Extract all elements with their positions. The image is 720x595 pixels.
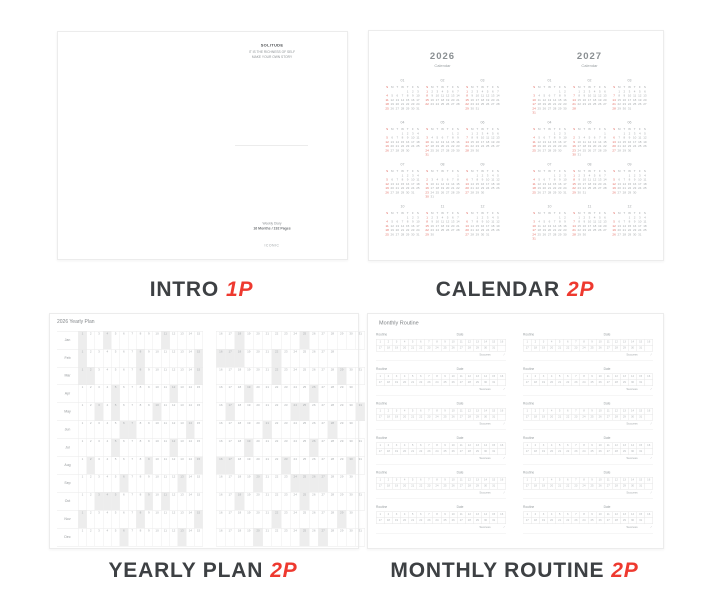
- routine-label: Routine: [523, 333, 535, 337]
- yearly-month-label: Apr: [64, 392, 71, 396]
- yearly-plan-row: 16 17 18 19 20 21 22 23 24 25 26 27 28 29 30 31: [216, 367, 365, 385]
- mini-month: [465, 205, 501, 247]
- success-label: Success: [626, 353, 638, 357]
- mini-month-days: S M T W T F S 1 2 3 4 5 6 7 8 9 10 11 12 13 14 15 16 17 18 19 20 21 22 23 24 25 26 27 28 29 30 31: [385, 212, 420, 237]
- mini-month-label: 09: [480, 163, 485, 167]
- date-label: Date: [603, 402, 611, 406]
- routine-block: [523, 402, 653, 430]
- yearly-plan-row: 16 17 18 19 20 21 22 23 24 25 26 27 28 29 30 31: [216, 528, 365, 546]
- calendar-year-2027: [516, 31, 663, 260]
- yearly-month-label: Jan: [64, 338, 71, 342]
- date-label: Date: [456, 367, 464, 371]
- mini-month-label: 10: [400, 205, 405, 209]
- intro-footer-line2: 16 Months / 192 Pages: [253, 227, 291, 231]
- routine-day-strip: 1 2 3 4 5 6 7 8 9 10 11 12 13 14 15 16 17 18 19 20 21 22 23 24 25 26 27 28 29 30 31: [376, 443, 506, 456]
- routine-block: [523, 333, 653, 361]
- routine-label: Routine: [523, 505, 535, 509]
- success-label: Success: [479, 422, 491, 426]
- routine-block: [376, 437, 506, 465]
- mini-month-days: S M T W T F S 1 2 3 4 5 6 7 8 9 10 11 12 13 14 15 16 17 18 19 20 21 22 23 24 25 26 27 28: [425, 86, 460, 106]
- success-slash: /: [650, 525, 652, 529]
- yearly-month-label: Sep: [64, 481, 71, 486]
- date-label: Date: [456, 402, 464, 406]
- yearly-month-label: Dec: [64, 535, 71, 539]
- date-label: Date: [456, 333, 464, 337]
- mini-month-label: 03: [480, 79, 485, 83]
- mini-month: [385, 205, 421, 247]
- routine-block: [376, 402, 506, 430]
- mini-month-days: S M T W T F S 1 2 3 4 5 6 7 8 9 10 11 12 13 14 15 16 17 18 19 20 21 22 23 24 25 26 27 28 29 30 31: [532, 170, 567, 195]
- mini-month-days: S M T W T F S 1 2 3 4 5 6 7 8 9 10 11 12 13 14 15 16 17 18 19 20 21 22 23 24 25 26 27 28 29 30: [612, 128, 647, 153]
- caption-monthly-routine-pages: 2P: [611, 559, 639, 582]
- mini-month-days: S M T W T F S 1 2 3 4 5 6 7 8 9 10 11 12 13 14 15 16 17 18 19 20 21 22 23 24 25 26 27 28 29 30 31: [572, 170, 607, 195]
- mini-month: [425, 79, 461, 121]
- success-label: Success: [626, 525, 638, 529]
- intro-heading-block: [208, 43, 336, 60]
- mini-month: [532, 163, 568, 205]
- mini-month-label: 07: [400, 163, 405, 167]
- mini-month-days: S M T W T F S 1 2 3 4 5 6 7 8 9 10 11 12 13 14 15 16 17 18 19 20 21 22 23 24 25 26 27 28 29 30 31: [425, 128, 460, 157]
- mini-month-days: S M T W T F S 1 2 3 4 5 6 7 8 9 10 11 12 13 14 15 16 17 18 19 20 21 22 23 24 25 26 27 28 29 30: [425, 212, 460, 237]
- calendar-year-subtitle: Calendar: [581, 63, 598, 68]
- routine-day-strip: 1 2 3 4 5 6 7 8 9 10 11 12 13 14 15 16 17 18 19 20 21 22 23 24 25 26 27 28 29 30 31: [376, 374, 506, 387]
- success-slash: /: [650, 353, 652, 357]
- yearly-plan-table-right: [216, 331, 365, 546]
- mini-month-label: 09: [627, 163, 632, 167]
- routine-block: [523, 368, 653, 396]
- mini-month: [425, 121, 461, 163]
- yearly-plan-row: 16 17 18 19 20 21 22 23 24 25 26 27 28 29 30: [216, 385, 365, 403]
- mini-month-days: S M T W T F S 1 2 3 4 5 6 7 8 9 10 11 12 13 14 15 16 17 18 19 20 21 22 23 24 25 26 27 28 29 30: [532, 128, 567, 153]
- routine-day-strip: 1 2 3 4 5 6 7 8 9 10 11 12 13 14 15 16 17 18 19 20 21 22 23 24 25 26 27 28 29 30 31: [376, 339, 506, 352]
- mini-month-label: 06: [627, 121, 632, 125]
- yearly-month-label: Feb: [64, 356, 71, 360]
- yearly-month-label: Nov: [64, 517, 71, 521]
- mini-month-label: 11: [440, 205, 445, 209]
- yearly-plan-row: 16 17 18 19 20 21 22 23 24 25 26 27 28 29 30 31: [216, 332, 365, 350]
- mini-month: [465, 121, 501, 163]
- mini-month: [572, 79, 608, 121]
- monthly-routine-page-preview: [367, 313, 664, 549]
- mini-month-label: 04: [547, 121, 552, 125]
- mini-month-label: 08: [587, 163, 592, 167]
- routine-label: Routine: [376, 402, 388, 406]
- calendar-page-preview: [368, 30, 664, 261]
- mini-month: [612, 205, 648, 247]
- success-slash: /: [650, 491, 652, 495]
- yearly-month-label: Aug: [64, 463, 71, 468]
- success-label: Success: [626, 387, 638, 391]
- calendar-month-grid: [369, 79, 516, 247]
- mini-month-label: 02: [440, 79, 445, 83]
- routine-day-strip: 1 2 3 4 5 6 7 8 9 10 11 12 13 14 15 16 17 18 19 20 21 22 23 24 25 26 27 28 29 30 31: [523, 443, 653, 456]
- mini-month-days: S M T W T F S 1 2 3 4 5 6 7 8 9 10 11 12 13 14 15 16 17 18 19 20 21 22 23 24 25 26 27 28 29 30 31: [385, 86, 420, 111]
- caption-calendar-pages: 2P: [566, 278, 595, 301]
- date-label: Date: [603, 436, 611, 440]
- mini-month: [425, 163, 461, 205]
- intro-brand-logo: ICONIC: [264, 244, 280, 248]
- success-label: Success: [626, 422, 638, 426]
- caption-intro-label: INTRO: [149, 278, 220, 301]
- mini-month-days: S M T W T F S 1 2 3 4 5 6 7 8 9 10 11 12 13 14 15 16 17 18 19 20 21 22 23 24 25 26 27 28 29 30: [612, 170, 647, 195]
- routine-label: Routine: [523, 367, 535, 371]
- calendar-year-2026: [369, 31, 516, 260]
- yearly-month-label: Mar: [64, 374, 71, 378]
- mini-month: [532, 79, 568, 121]
- routine-label: Routine: [376, 333, 388, 337]
- yearly-plan-row: 16 17 18 19 20 21 22 23 24 25 26 27 28 29 30 31: [216, 439, 365, 457]
- mini-month: [385, 79, 421, 121]
- caption-monthly-routine-label: MONTHLY ROUTINE: [390, 559, 605, 582]
- mini-month-days: S M T W T F S 1 2 3 4 5 6 7 8 9 10 11 12 13 14 15 16 17 18 19 20 21 22 23 24 25 26 27 28 29 30 31: [532, 212, 567, 241]
- routine-day-strip: 1 2 3 4 5 6 7 8 9 10 11 12 13 14 15 16 17 18 19 20 21 22 23 24 25 26 27 28 29 30 31: [523, 477, 653, 490]
- mini-month-days: S M T W T F S 1 2 3 4 5 6 7 8 9 10 11 12 13 14 15 16 17 18 19 20 21 22 23 24 25 26 27 28 29 30 31: [385, 170, 420, 195]
- success-slash: /: [503, 456, 505, 460]
- mini-month-days: S M T W T F S 1 2 3 4 5 6 7 8 9 10 11 12 13 14 15 16 17 18 19 20 21 22 23 24 25 26 27 28 29 30 31: [612, 86, 647, 111]
- mini-month: [572, 205, 608, 247]
- routine-label: Routine: [376, 436, 388, 440]
- routine-block: [523, 471, 653, 499]
- yearly-month-label: Jul: [65, 445, 70, 450]
- caption-intro-pages: 1P: [226, 278, 254, 301]
- mini-month-label: 12: [480, 205, 485, 209]
- routine-day-strip: 1 2 3 4 5 6 7 8 9 10 11 12 13 14 15 16 17 18 19 20 21 22 23 24 25 26 27 28 29 30 31: [376, 408, 506, 421]
- mini-month: [612, 79, 648, 121]
- mini-month-label: 10: [547, 205, 552, 209]
- caption-calendar: [368, 278, 662, 302]
- date-label: Date: [456, 436, 464, 440]
- success-slash: /: [650, 387, 652, 391]
- success-label: Success: [626, 491, 638, 495]
- mini-month-days: S M T W T F S 1 2 3 4 5 6 7 8 9 10 11 12 13 14 15 16 17 18 19 20 21 22 23 24 25 26 27 28 29 30: [465, 128, 500, 153]
- routine-label: Routine: [376, 367, 388, 371]
- monthly-routine-title: Monthly Routine: [379, 320, 419, 326]
- yearly-plan-row: Aug 1 2 3 4 5 6 7 8 9 10 11 12 13 14 15: [57, 457, 203, 475]
- mini-month-days: S M T W T F S 1 2 3 4 5 6 7 8 9 10 11 12 13 14 15 16 17 18 19 20 21 22 23 24 25 26 27 28 29 30 31: [465, 212, 500, 237]
- mini-month-days: S M T W T F S 1 2 3 4 5 6 7 8 9 10 11 12 13 14 15 16 17 18 19 20 21 22 23 24 25 26 27 28 29 30: [465, 170, 500, 195]
- yearly-plan-row: Nov 1 2 3 4 5 6 7 8 9 10 11 12 13 14 15: [57, 510, 203, 528]
- mini-month: [465, 163, 501, 205]
- yearly-plan-row: 16 17 18 19 20 21 22 23 24 25 26 27 28 29 30: [216, 475, 365, 493]
- monthly-routine-grid: [376, 333, 653, 534]
- success-label: Success: [479, 353, 491, 357]
- yearly-plan-row: Feb 1 2 3 4 5 6 7 8 9 10 11 12 13 14 15: [57, 349, 203, 367]
- mini-month-days: S M T W T F S 1 2 3 4 5 6 7 8 9 10 11 12 13 14 15 16 17 18 19 20 21 22 23 24 25 26 27 28 29 30 31: [612, 212, 647, 237]
- yearly-plan-row: 16 17 18 19 20 21 22 23 24 25 26 27 28 29 30 31: [216, 493, 365, 511]
- intro-subtitle-2: MAKE YOUR OWN STORY: [251, 55, 293, 59]
- caption-monthly-routine: [367, 559, 662, 583]
- success-label: Success: [479, 387, 491, 391]
- success-slash: /: [503, 387, 505, 391]
- intro-footer-line1: Weekly Diary: [262, 222, 282, 226]
- yearly-plan-row: Apr 1 2 3 4 5 6 7 8 9 10 11 12 13 14 15: [57, 385, 203, 403]
- date-label: Date: [603, 367, 611, 371]
- routine-block: [523, 506, 653, 534]
- yearly-plan-row: 16 17 18 19 20 21 22 23 24 25 26 27 28 29 30: [216, 510, 365, 528]
- yearly-plan-row: Sep 1 2 3 4 5 6 7 8 9 10 11 12 13 14 15: [57, 475, 203, 493]
- success-label: Success: [479, 525, 491, 529]
- routine-day-strip: 1 2 3 4 5 6 7 8 9 10 11 12 13 14 15 16 17 18 19 20 21 22 23 24 25 26 27 28 29 30 31: [523, 512, 653, 525]
- yearly-plan-row: Jul 1 2 3 4 5 6 7 8 9 10 11 12 13 14 15: [57, 439, 203, 457]
- calendar-year-title: 2026: [429, 51, 456, 62]
- mini-month-label: 05: [440, 121, 445, 125]
- date-label: Date: [456, 471, 464, 475]
- calendar-spread: [369, 31, 663, 260]
- mini-month-label: 12: [627, 205, 632, 209]
- yearly-plan-tables: [57, 331, 365, 546]
- calendar-year-subtitle: Calendar: [434, 63, 451, 68]
- mini-month: [425, 205, 461, 247]
- yearly-plan-title: 2026 Yearly Plan: [57, 319, 95, 325]
- mini-month: [465, 79, 501, 121]
- mini-month: [532, 205, 568, 247]
- yearly-plan-row: Jan 1 2 3 4 5 6 7 8 9 10 11 12 13 14 15: [57, 332, 203, 350]
- mini-month-label: 01: [400, 79, 405, 83]
- mini-month: [612, 163, 648, 205]
- routine-day-strip: 1 2 3 4 5 6 7 8 9 10 11 12 13 14 15 16 17 18 19 20 21 22 23 24 25 26 27 28 29 30 31: [376, 512, 506, 525]
- routine-label: Routine: [376, 505, 388, 509]
- intro-page-preview: [57, 31, 348, 260]
- yearly-plan-row: 16 17 18 19 20 21 22 23 24 25 26 27 28 29 30 31: [216, 403, 365, 421]
- yearly-plan-row: Oct 1 2 3 4 5 6 7 8 9 10 11 12 13 14 15: [57, 493, 203, 511]
- mini-month: [385, 163, 421, 205]
- yearly-plan-row: May 1 2 3 4 5 6 7 8 9 10 11 12 13 14 15: [57, 403, 203, 421]
- routine-label: Routine: [523, 402, 535, 406]
- mini-month-label: 03: [627, 79, 632, 83]
- mini-month-label: 11: [587, 205, 592, 209]
- yearly-plan-row: 16 17 18 19 20 21 22 23 24 25 26 27 28 29 30: [216, 421, 365, 439]
- mini-month: [612, 121, 648, 163]
- routine-block: [376, 333, 506, 361]
- yearly-plan-row: Jun 1 2 3 4 5 6 7 8 9 10 11 12 13 14 15: [57, 421, 203, 439]
- routine-label: Routine: [523, 471, 535, 475]
- intro-footer-block: [208, 222, 336, 231]
- routine-block: [376, 368, 506, 396]
- mini-month-label: 05: [587, 121, 592, 125]
- mini-month-label: 07: [547, 163, 552, 167]
- yearly-plan-row: Dec 1 2 3 4 5 6 7 8 9 10 11 12 13 14 15: [57, 528, 203, 546]
- mini-month-label: 02: [587, 79, 592, 83]
- yearly-plan-row: 16 17 18 19 20 21 22 23 24 25 26 27 28 29 30 31: [216, 457, 365, 475]
- mini-month-label: 08: [440, 163, 445, 167]
- routine-block: [376, 471, 506, 499]
- mini-month-days: S M T W T F S 1 2 3 4 5 6 7 8 9 10 11 12 13 14 15 16 17 18 19 20 21 22 23 24 25 26 27 28: [572, 86, 607, 111]
- mini-month-days: S M T W T F S 1 2 3 4 5 6 7 8 9 10 11 12 13 14 15 16 17 18 19 20 21 22 23 24 25 26 27 28 29 30 31: [572, 128, 607, 157]
- caption-calendar-label: CALENDAR: [435, 278, 560, 301]
- success-slash: /: [650, 456, 652, 460]
- success-label: Success: [479, 456, 491, 460]
- routine-day-strip: 1 2 3 4 5 6 7 8 9 10 11 12 13 14 15 16 17 18 19 20 21 22 23 24 25 26 27 28 29 30 31: [523, 339, 653, 352]
- success-slash: /: [503, 422, 505, 426]
- yearly-month-label: May: [64, 410, 71, 414]
- routine-label: Routine: [523, 436, 535, 440]
- routine-block: [523, 437, 653, 465]
- caption-yearly-plan: [49, 559, 357, 583]
- mini-month-label: 04: [400, 121, 405, 125]
- date-label: Date: [456, 505, 464, 509]
- routine-day-strip: 1 2 3 4 5 6 7 8 9 10 11 12 13 14 15 16 17 18 19 20 21 22 23 24 25 26 27 28 29 30 31: [376, 477, 506, 490]
- yearly-plan-page-preview: [49, 313, 362, 549]
- routine-block: [376, 506, 506, 534]
- mini-month-days: S M T W T F S 1 2 3 4 5 6 7 8 9 10 11 12 13 14 15 16 17 18 19 20 21 22 23 24 25 26 27 28 29 30 31: [425, 170, 460, 199]
- success-slash: /: [503, 525, 505, 529]
- mini-month: [572, 121, 608, 163]
- date-label: Date: [603, 471, 611, 475]
- intro-subtitle-1: IT IS THE RICHNESS OF SELF: [248, 50, 296, 54]
- success-slash: /: [503, 491, 505, 495]
- routine-day-strip: 1 2 3 4 5 6 7 8 9 10 11 12 13 14 15 16 17 18 19 20 21 22 23 24 25 26 27 28 29 30 31: [523, 374, 653, 387]
- yearly-month-label: Jun: [64, 427, 71, 432]
- mini-month-days: S M T W T F S 1 2 3 4 5 6 7 8 9 10 11 12 13 14 15 16 17 18 19 20 21 22 23 24 25 26 27 28 29 30: [385, 128, 420, 153]
- mini-month: [572, 163, 608, 205]
- yearly-plan-gutter: [203, 331, 216, 546]
- mini-month: [385, 121, 421, 163]
- caption-intro: [57, 278, 346, 302]
- caption-yearly-plan-label: YEARLY PLAN: [108, 559, 264, 582]
- success-slash: /: [650, 422, 652, 426]
- success-label: Success: [479, 491, 491, 495]
- mini-month: [532, 121, 568, 163]
- success-slash: /: [503, 353, 505, 357]
- success-label: Success: [626, 456, 638, 460]
- yearly-month-label: Oct: [64, 499, 71, 504]
- caption-yearly-plan-pages: 2P: [270, 559, 298, 582]
- mini-month-days: S M T W T F S 1 2 3 4 5 6 7 8 9 10 11 12 13 14 15 16 17 18 19 20 21 22 23 24 25 26 27 28 29 30 31: [532, 86, 567, 115]
- routine-day-strip: 1 2 3 4 5 6 7 8 9 10 11 12 13 14 15 16 17 18 19 20 21 22 23 24 25 26 27 28 29 30 31: [523, 408, 653, 421]
- calendar-month-grid: [516, 79, 663, 247]
- calendar-year-title: 2027: [576, 51, 603, 62]
- mini-month-days: S M T W T F S 1 2 3 4 5 6 7 8 9 10 11 12 13 14 15 16 17 18 19 20 21 22 23 24 25 26 27 28 29 30 31: [465, 86, 500, 111]
- intro-title: SOLITUDE: [260, 43, 284, 48]
- yearly-plan-row: 16 17 18 19 20 21 22 23 24 25 26 27 28: [216, 349, 365, 367]
- routine-label: Routine: [376, 471, 388, 475]
- mini-month-days: S M T W T F S 1 2 3 4 5 6 7 8 9 10 11 12 13 14 15 16 17 18 19 20 21 22 23 24 25 26 27 28 29 30: [572, 212, 607, 237]
- intro-writing-line: [235, 145, 308, 146]
- yearly-plan-table-left: [57, 331, 203, 546]
- date-label: Date: [603, 505, 611, 509]
- yearly-plan-row: Mar 1 2 3 4 5 6 7 8 9 10 11 12 13 14 15: [57, 367, 203, 385]
- mini-month-label: 01: [547, 79, 552, 83]
- date-label: Date: [603, 333, 611, 337]
- mini-month-label: 06: [480, 121, 485, 125]
